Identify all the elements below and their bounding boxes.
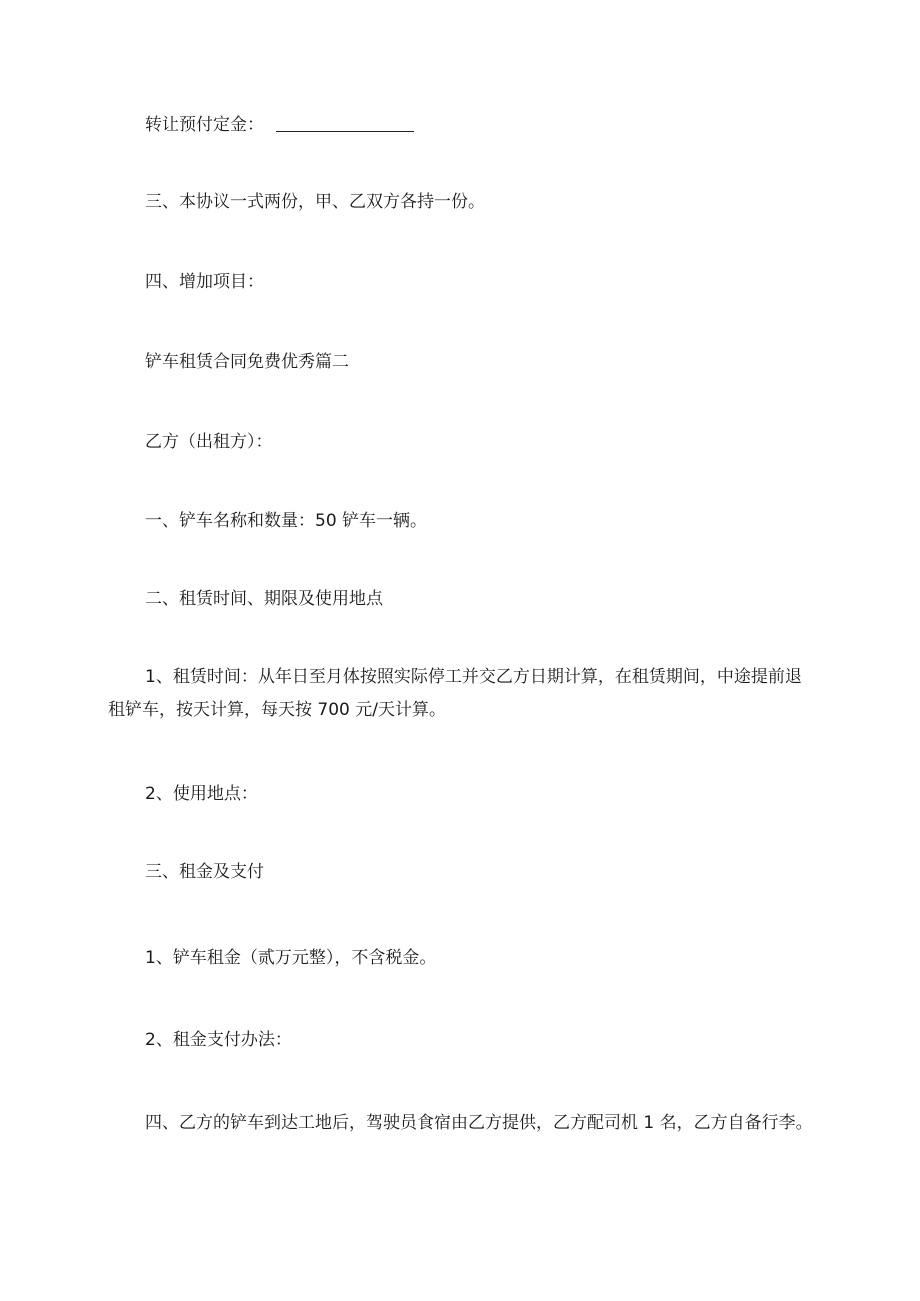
paragraph-name-quantity: 一、铲车名称和数量：50 铲车一辆。	[145, 511, 428, 531]
section-heading-part-two: 铲车租赁合同免费优秀篇二	[145, 352, 349, 372]
paragraph-payment-method: 2、租金支付办法：	[145, 1030, 292, 1050]
deposit-label: 转让预付定金：	[145, 115, 264, 135]
paragraph-lease-time: 1、租赁时间：从年日至月体按照实际停工并交乙方日期计算，在租赁期间，中途提前退租铲车，按天计算，每天按 700 元/天计算。	[108, 667, 802, 720]
paragraph-driver-accommodation: 四、乙方的铲车到达工地后，驾驶员食宿由乙方提供，乙方配司机 1 名，乙方自备行李。	[145, 1113, 813, 1133]
paragraph-location: 2、使用地点：	[145, 784, 258, 804]
paragraph-party-b: 乙方（出租方）：	[145, 432, 273, 452]
paragraph-additional-items: 四、增加项目：	[145, 272, 264, 292]
paragraph-copies-clause: 三、本协议一式两份，甲、乙双方各持一份。	[145, 192, 485, 212]
paragraph-lease-term-heading: 二、租赁时间、期限及使用地点	[145, 589, 383, 609]
paragraph-rent-payment-heading: 三、租金及支付	[145, 862, 264, 882]
paragraph-rent-amount: 1、铲车租金（贰万元整），不含税金。	[145, 948, 437, 968]
deposit-blank-underline	[276, 130, 414, 132]
deposit-line	[108, 109, 818, 142]
